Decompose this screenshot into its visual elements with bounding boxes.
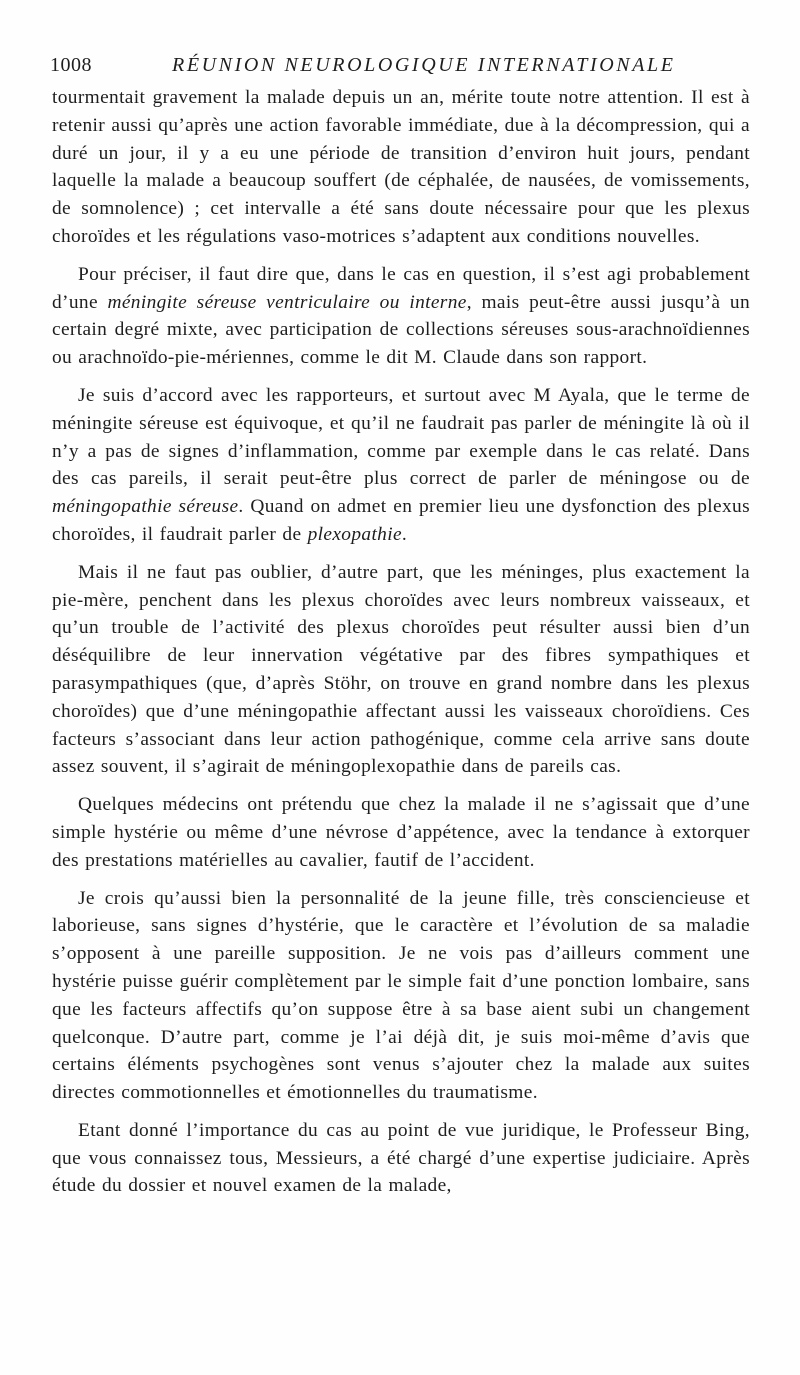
text-span: Etant donné l’importance du cas au point de vue juridique, le Professeur Bing, que vous connaissez tous, Messieurs, a été chargé d’une expertise judiciaire. Après étude du dossier et nouvel examen de la malade,: [52, 1119, 750, 1197]
paragraph: [52, 885, 750, 1107]
paragraph: [52, 261, 750, 372]
text-span: .: [401, 523, 408, 545]
italic-term: plexopathie: [307, 523, 402, 545]
text-span: , mais peut-être aussi jusqu’à un certain degré mixte, avec participation de collections séreuses sous-arachnoïdiennes ou arachnoïdo-pie-mériennes, comme le dit M. Claude dans son rapport.: [52, 291, 750, 369]
text-span: Je suis d’accord avec les rapporteurs, et surtout avec M Ayala, que le terme de méningite séreuse est équivoque, et qu’il ne faudrait pas parler de méningite là où il n’y a pas de signes d’inflammation, comme par exemple dans le cas relaté. Dans des cas pareils, il serait peut-être plus correct de parler de méningose ou de: [52, 384, 750, 490]
body-text: [52, 84, 750, 1210]
text-span: tourmentait gravement la malade depuis un an, mérite toute notre attention. Il est à retenir aussi qu’après une action favorable immédiate, due à la décompression, qui a duré un jour, il y a eu une période de transition d’environ huit jours, pendant laquelle la malade a beaucoup souffert (de céphalée, de nausées, de vomissements, de somnolence) ; cet intervalle a été sans doute nécessaire pour que les plexus choroïdes et les régulations vaso-motrices s’adaptent aux conditions nouvelles.: [52, 87, 750, 247]
running-title: RÉUNION NEUROLOGIQUE INTERNATIONALE: [172, 54, 676, 76]
italic-term: méningite séreuse ventriculaire ou interne: [107, 291, 467, 313]
page-header: [50, 54, 750, 80]
text-span: Je crois qu’aussi bien la personnalité de la jeune fille, très consciencieuse et laborieuse, sans signes d’hystérie, que le caractère et l’évolution de sa maladie s’opposent à une pareille supposition. Je ne vois pas d’ailleurs comment une hystérie puisse guérir complètement par le simple fait d’une ponction lombaire, sans que les facteurs affectifs qu’on suppose être à sa base aient subi un changement quelconque. D’autre part, comme je l’ai déjà dit, je suis moi-même d’avis que certains éléments psychogènes sont venus s’ajouter chez la malade aux suites directes commotionnelles et émotionnelles du traumatisme.: [52, 887, 750, 1104]
paragraph: [52, 559, 750, 781]
page-number: 1008: [50, 54, 92, 76]
paragraph: [52, 791, 750, 874]
text-span: Quelques médecins ont prétendu que chez la malade il ne s’agissait que d’une simple hystérie ou même d’une névrose d’appétence, avec la tendance à extorquer des prestations matérielles au cavalier, fautif de l’accident.: [52, 794, 750, 871]
text-span: Mais il ne faut pas oublier, d’autre part, que les méninges, plus exactement la pie-mère, penchent dans les plexus choroïdes avec leurs nombreux vaisseaux, et qu’un trouble de l’activité des plexus choroïdes peut résulter aussi bien d’un déséquilibre de leur innervation végétative par des fibres sympathiques et parasympathiques (que, d’après Stöhr, on trouve en grand nombre dans les plexus choroïdes) que d’une méningopathie affectant aussi les vaisseaux choroïdiens. Ces facteurs s’associant dans leur action pathogénique, comme cela arrive sans doute assez souvent, il s’agirait de méningoplexopathie dans de pareils cas.: [52, 561, 750, 778]
paragraph: [52, 382, 750, 549]
text-span: . Quand on admet en premier lieu une dysfonction des plexus choroïdes, il faudrait parler de: [52, 496, 750, 545]
paragraph: [52, 1117, 750, 1200]
italic-term: méningopathie séreuse: [52, 496, 239, 518]
paragraph: [52, 84, 750, 251]
text-span: Pour préciser, il faut dire que, dans le cas en question, il s’est agi probablement d’une: [52, 263, 750, 313]
